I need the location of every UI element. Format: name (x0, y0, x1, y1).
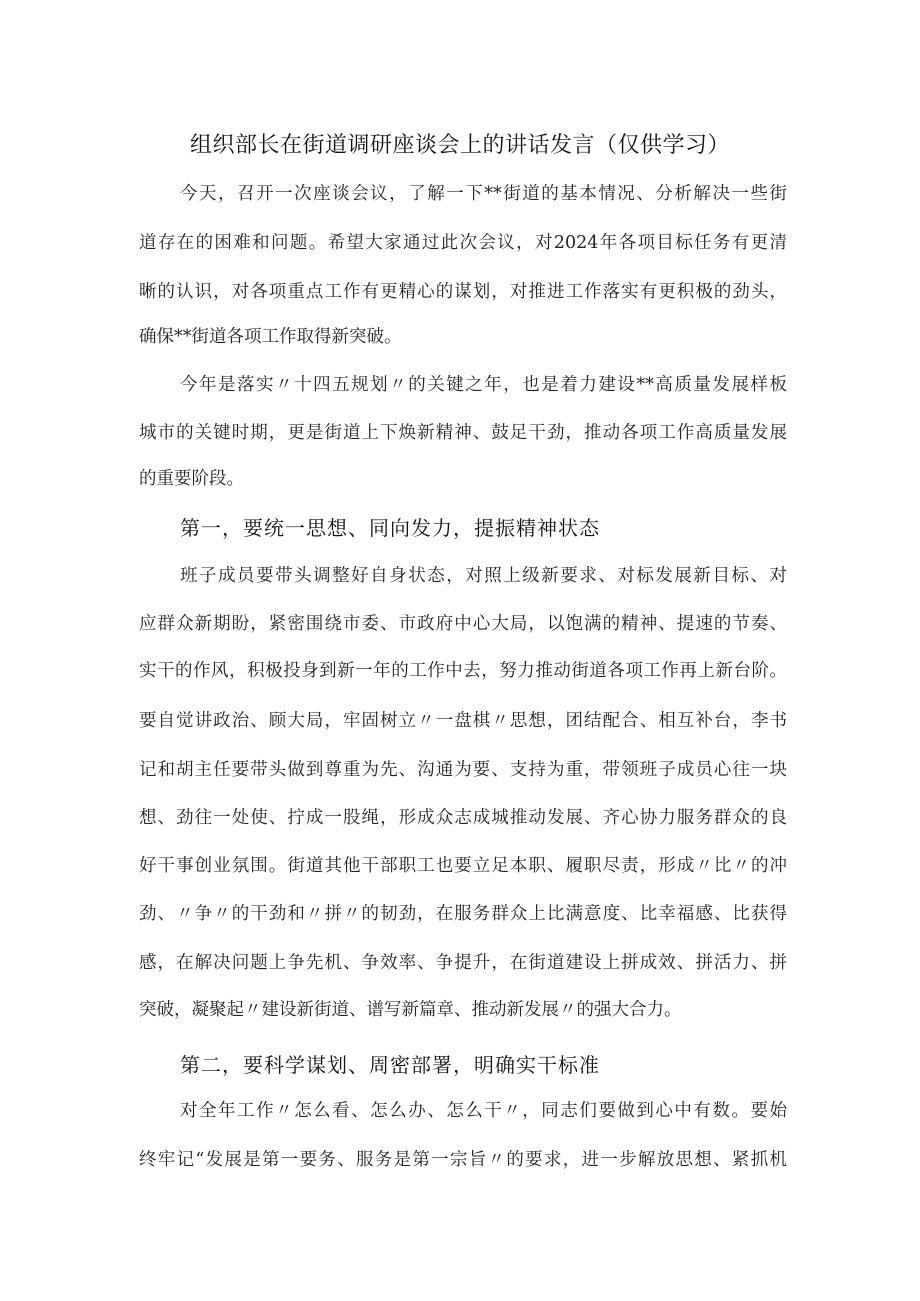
paragraph-3-line-4: 要自觉讲政治、顾大局，牢固树立〃一盘棋〃思想，团结配合、相互补台，李书 (139, 711, 787, 731)
paragraph-3-line-9: 感，在解决问题上争先机、争效率、争提升，在街道建设上拼成效、拼活力、拼 (139, 953, 787, 973)
paragraph-2-line-1: 今年是落实〃十四五规划〃的关键之年，也是着力建设**高质量发展样板 (180, 375, 787, 395)
paragraph-3-line-7: 好干事创业氛围。街道其他干部职工也要立足本职、履职尽责，形成〃比〃的冲 (139, 856, 787, 876)
document-title: 组织部长在街道调研座谈会上的讲话发言（仅供学习） (189, 133, 730, 158)
paragraph-4-line-1: 对全年工作〃怎么看、怎么办、怎么干〃，同志们要做到心中有数。要始 (180, 1101, 787, 1121)
paragraph-2-line-2: 城市的关键时期，更是街道上下焕新精神、鼓足干劲，推动各项工作高质量发展 (139, 423, 787, 443)
section-heading-2: 第二，要科学谋划、周密部署，明确实干标准 (180, 1053, 600, 1077)
section-heading-1: 第一，要统一思想、同向发力，提振精神状态 (180, 516, 600, 540)
paragraph-3-line-5: 记和胡主任要带头做到尊重为先、沟通为要、支持为重，带领班子成员心往一块 (139, 760, 787, 780)
paragraph-1-line-1: 今天，召开一次座谈会议，了解一下**街道的基本情况、分析解决一些街 (180, 184, 787, 204)
paragraph-3-line-8: 劲、〃争〃的干劲和〃拼〃的韧劲，在服务群众上比满意度、比幸福感、比获得 (139, 904, 787, 924)
paragraph-3-line-1: 班子成员要带头调整好自身状态，对照上级新要求、对标发展新目标、对 (180, 566, 787, 586)
paragraph-1-line-2: 道存在的困难和问题。希望大家通过此次会议，对2024年各项目标任务有更清 (139, 233, 787, 253)
paragraph-1-line-3: 晰的认识，对各项重点工作有更精心的谋划，对推进工作落实有更积极的劲头， (139, 282, 787, 302)
paragraph-3-line-2: 应群众新期盼，紧密围绕市委、市政府中心大局，以饱满的精神、提速的节奏、 (139, 614, 787, 634)
paragraph-3-line-3: 实干的作风，积极投身到新一年的工作中去，努力推动街道各项工作再上新台阶。 (139, 661, 787, 681)
paragraph-3-line-10: 突破，凝聚起〃建设新街道、谱写新篇章、推动新发展〃的强大合力。 (139, 1000, 682, 1020)
paragraph-4-line-2: 终牢记“发展是第一要务、服务是第一宗旨〃的要求，进一步解放思想、紧抓机 (139, 1150, 787, 1170)
paragraph-2-line-3: 的重要阶段。 (139, 469, 244, 489)
paragraph-3-line-6: 想、劲往一处使、拧成一股绳，形成众志成城推动发展、齐心协力服务群众的良 (139, 808, 787, 828)
paragraph-1-line-4: 确保**街道各项工作取得新突破。 (139, 327, 402, 347)
